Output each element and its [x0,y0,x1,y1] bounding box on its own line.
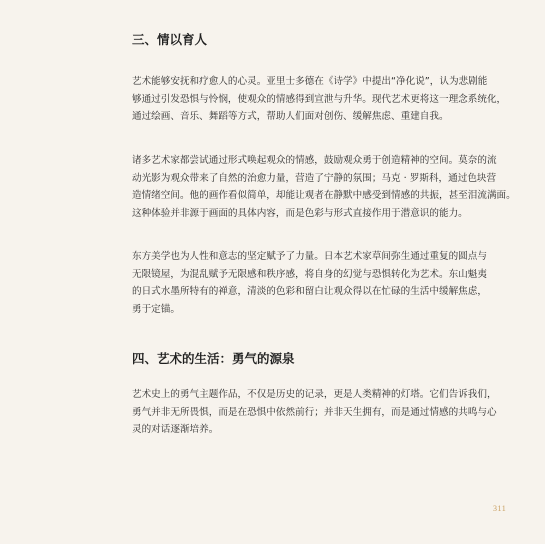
text-line: 无限镜屋，为混乱赋予无限感和秩序感，将自身的幻觉与恐惧转化为艺术。东山魁夷 [132,268,487,280]
text-line: 勇于定锚。 [132,303,180,315]
text-line: 这种体验并非源于画面的具体内容，而是色彩与形式直接作用于潜意识的能力。 [132,207,468,219]
text-line: 诸多艺术家都尝试通过形式唤起观众的情感，鼓励观众勇于创造精神的空间。莫奈的流 [132,155,497,166]
paragraph-courage-works [132,386,497,439]
text-line: 够通过引发恐惧与怜悯，使观众的情感得到宣泄与升华。现代艺术更将这一理念系统化， [132,93,507,105]
paragraph-eastern-aesthetics [132,248,487,318]
text-line: 动光影为观众带来了自然的治愈力量，营造了宁静的氛围；马克 · 罗斯科，通过色块营 [132,172,497,184]
text-line: 灵的对话逐渐培养。 [132,424,219,436]
section-heading-4: 四、艺术的生活：勇气的源泉 [132,351,295,366]
text-line: 勇气并非无所畏惧，而是在恐惧中依然前行；并非天生拥有，而是通过情感的共鸣与心 [132,406,497,418]
text-line: 艺术能够安抚和疗愈人的心灵。亚里士多德在《诗学》中提出“净化说”，认为悲剧能 [132,76,488,87]
text-line: 造情绪空间。他的画作看似简单，却能让观者在静默中感受到情感的共振，甚至泪流满面。 [132,190,516,202]
paragraph-catharsis [132,73,507,126]
text-line: 艺术史上的勇气主题作品，不仅是历史的记录，更是人类精神的灯塔。它们告诉我们， [132,389,497,400]
page-number: 311 [493,504,507,513]
paragraph-artists-emotion [132,152,516,222]
text-line: 的日式水墨所特有的禅意，清淡的色彩和留白让观众得以在忙碌的生活中缓解焦虑， [132,286,487,298]
text-line: 东方美学也为人性和意志的坚定赋予了力量。日本艺术家草间弥生通过重复的圆点与 [132,251,487,262]
text-line: 通过绘画、音乐、舞蹈等方式，帮助人们面对创伤、缓解焦虑、重建自我。 [132,111,449,123]
section-heading-3: 三、情以育人 [132,32,208,47]
